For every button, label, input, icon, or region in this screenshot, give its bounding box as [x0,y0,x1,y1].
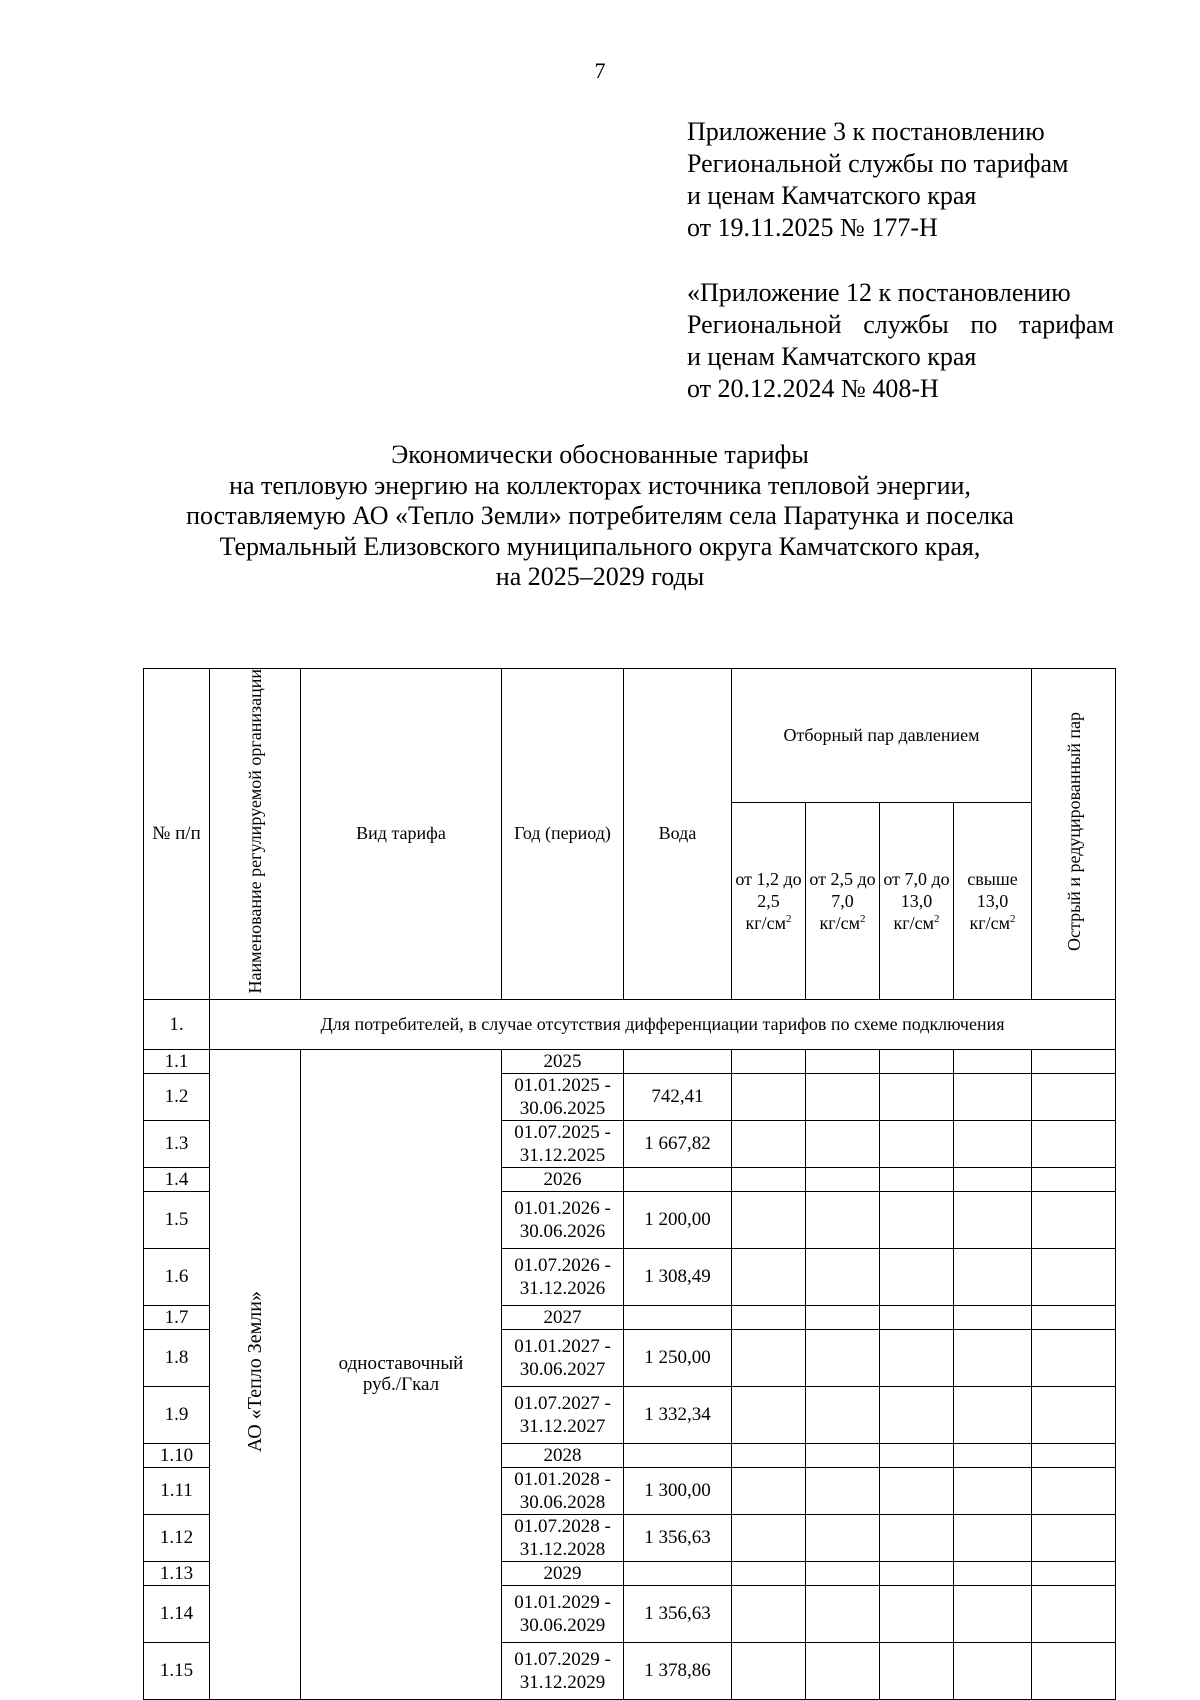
steam-tariff-cell [954,1305,1032,1329]
period-start: 01.01.2026 - [514,1197,611,1219]
period-end: 31.12.2027 [519,1415,606,1437]
sharp-steam-cell [1032,1443,1116,1467]
steam-tariff-cell [954,1049,1032,1073]
water-tariff-cell: 1 308,49 [624,1248,732,1305]
steam-tariff-cell [806,1585,880,1642]
sharp-steam-cell [1032,1585,1116,1642]
steam-tariff-cell [880,1443,954,1467]
period-start: 01.01.2025 - [514,1074,611,1096]
steam-tariff-cell [806,1073,880,1120]
table-row [144,1049,1116,1073]
steam-tariff-cell [806,1305,880,1329]
steam-tariff-cell [954,1191,1032,1248]
sharp-steam-cell [1032,1386,1116,1443]
appendix-line: «Приложение 12 к постановлению [687,278,1071,307]
water-tariff-cell [624,1305,732,1329]
row-num: 1.8 [144,1329,210,1386]
steam-tariff-cell [954,1585,1032,1642]
period-start: 01.01.2029 - [514,1591,611,1613]
period-cell [502,1248,624,1305]
steam-tariff-cell [880,1073,954,1120]
title-line: на 2025–2029 годы [495,562,705,591]
period-start: 2025 [543,1050,582,1072]
steam-tariff-cell [880,1248,954,1305]
steam-tariff-cell [954,1467,1032,1514]
sharp-steam-cell [1032,1073,1116,1120]
steam-tariff-cell [732,1329,806,1386]
period-cell [502,1642,624,1699]
title-line: Экономически обоснованные тарифы [391,440,809,469]
appendix-line: и ценам Камчатского края [687,181,977,210]
tariff-type-cell [301,1049,502,1699]
row-num: 1.9 [144,1386,210,1443]
steam-tariff-cell [806,1514,880,1561]
sharp-steam-cell [1032,1191,1116,1248]
sharp-steam-cell [1032,1120,1116,1167]
period-start: 2026 [543,1168,582,1190]
header-org-name: Наименование регулируемой организации [210,669,301,1000]
steam-tariff-cell [880,1514,954,1561]
steam-tariff-cell [880,1167,954,1191]
steam-tariff-cell [732,1248,806,1305]
period-cell [502,1585,624,1642]
section-num: 1. [144,999,210,1049]
period-cell [502,1167,624,1191]
steam-tariff-cell [732,1443,806,1467]
steam-tariff-cell [806,1467,880,1514]
appendix-previous [687,277,1117,405]
period-start: 01.07.2029 - [514,1648,611,1670]
period-end: 30.06.2027 [519,1358,606,1380]
water-tariff-cell [624,1049,732,1073]
appendix-line: Региональной службы по тарифам [687,310,1114,339]
steam-tariff-cell [732,1167,806,1191]
row-num: 1.14 [144,1585,210,1642]
steam-tariff-cell [954,1386,1032,1443]
page-number: 7 [594,58,606,83]
header-pressure-1: от 1,2 до 2,5 $кг/см^2$ [732,802,806,999]
steam-tariff-cell [806,1167,880,1191]
water-tariff-cell: 1 378,86 [624,1642,732,1699]
header-pressure-4: свыше 13,0 $кг/см^2$ [954,802,1032,999]
sharp-steam-cell [1032,1514,1116,1561]
steam-tariff-cell [806,1120,880,1167]
period-cell [502,1514,624,1561]
steam-tariff-cell [732,1514,806,1561]
period-cell [502,1561,624,1585]
document-title [100,440,1100,593]
steam-tariff-cell [732,1120,806,1167]
steam-tariff-cell [880,1120,954,1167]
steam-tariff-cell [880,1049,954,1073]
period-start: 01.07.2028 - [514,1515,611,1537]
steam-tariff-cell [954,1248,1032,1305]
period-cell [502,1467,624,1514]
steam-tariff-cell [880,1329,954,1386]
steam-tariff-cell [806,1329,880,1386]
period-start: 01.01.2028 - [514,1468,611,1490]
sharp-steam-cell [1032,1561,1116,1585]
title-line: поставляемую АО «Тепло Земли» потребителям села Паратунка и поселка [186,501,1014,530]
row-num: 1.12 [144,1514,210,1561]
steam-tariff-cell [880,1561,954,1585]
steam-tariff-cell [732,1073,806,1120]
tariff-table [143,668,1116,1700]
tariff-type-line: руб./Гкал [362,1374,440,1396]
water-tariff-cell: 1 250,00 [624,1329,732,1386]
water-tariff-cell: 1 300,00 [624,1467,732,1514]
section-text: Для потребителей, в случае отсутствия дифференциации тарифов по схеме подключения [210,999,1116,1049]
period-end: 31.12.2026 [519,1277,606,1299]
header-tariff-type: Вид тарифа [301,669,502,1000]
period-start: 01.07.2027 - [514,1392,611,1414]
sharp-steam-cell [1032,1167,1116,1191]
header-pressure-2: от 2,5 до 7,0 $кг/см^2$ [806,802,880,999]
steam-tariff-cell [954,1443,1032,1467]
row-num: 1.6 [144,1248,210,1305]
row-num: 1.3 [144,1120,210,1167]
steam-tariff-cell [954,1329,1032,1386]
row-num: 1.4 [144,1167,210,1191]
period-end: 31.12.2029 [519,1671,606,1693]
period-end: 30.06.2026 [519,1220,606,1242]
steam-tariff-cell [732,1305,806,1329]
header-pressure-3: от 7,0 до 13,0 $кг/см^2$ [880,802,954,999]
row-num: 1.13 [144,1561,210,1585]
steam-tariff-cell [732,1642,806,1699]
steam-tariff-cell [880,1305,954,1329]
steam-tariff-cell [732,1467,806,1514]
row-num: 1.2 [144,1073,210,1120]
period-cell [502,1305,624,1329]
header-row [144,669,1116,803]
steam-tariff-cell [732,1585,806,1642]
sharp-steam-cell [1032,1248,1116,1305]
period-end: 30.06.2029 [519,1614,606,1636]
steam-tariff-cell [880,1642,954,1699]
steam-tariff-cell [806,1642,880,1699]
period-cell [502,1443,624,1467]
water-tariff-cell [624,1167,732,1191]
period-start: 01.07.2026 - [514,1254,611,1276]
steam-tariff-cell [954,1514,1032,1561]
period-end: 30.06.2028 [519,1491,606,1513]
steam-tariff-cell [954,1167,1032,1191]
row-num: 1.15 [144,1642,210,1699]
period-cell [502,1386,624,1443]
row-num: 1.11 [144,1467,210,1514]
steam-tariff-cell [806,1561,880,1585]
period-cell [502,1120,624,1167]
steam-tariff-cell [732,1561,806,1585]
steam-tariff-cell [954,1561,1032,1585]
period-start: 01.01.2027 - [514,1335,611,1357]
sharp-steam-cell [1032,1305,1116,1329]
header-water: Вода [624,669,732,1000]
row-num: 1.5 [144,1191,210,1248]
period-start: 01.07.2025 - [514,1121,611,1143]
period-cell [502,1191,624,1248]
steam-tariff-cell [806,1191,880,1248]
title-line: Термальный Елизовского муниципального округа Камчатского края, [219,531,981,561]
steam-tariff-cell [954,1073,1032,1120]
organization-name: АО «Тепло Земли» [243,1290,266,1453]
water-tariff-cell: 1 200,00 [624,1191,732,1248]
appendix-line: от 19.11.2025 № 177-Н [687,213,938,242]
appendix-line: и ценам Камчатского края [687,342,977,371]
steam-tariff-cell [954,1120,1032,1167]
steam-tariff-cell [880,1386,954,1443]
appendix-line: Приложение 3 к постановлению [687,117,1045,146]
appendix-line: от 20.12.2024 № 408-Н [687,374,939,403]
appendix-line: Региональной службы по тарифам [687,149,1069,178]
period-end: 31.12.2025 [519,1144,606,1166]
row-num: 1.1 [144,1049,210,1073]
row-num: 1.7 [144,1305,210,1329]
header-selected-steam: Отборный пар давлением [732,669,1032,803]
period-start: 2027 [543,1306,582,1328]
water-tariff-cell: 1 356,63 [624,1585,732,1642]
steam-tariff-cell [880,1191,954,1248]
row-num: 1.10 [144,1443,210,1467]
water-tariff-cell [624,1443,732,1467]
water-tariff-cell: 1 332,34 [624,1386,732,1443]
period-start: 2029 [543,1562,582,1584]
period-end: 31.12.2028 [519,1538,606,1560]
steam-tariff-cell [732,1049,806,1073]
header-year: Год (период) [502,669,624,1000]
period-cell [502,1329,624,1386]
organization-cell [210,1049,301,1699]
steam-tariff-cell [954,1642,1032,1699]
sharp-steam-cell [1032,1329,1116,1386]
steam-tariff-cell [732,1191,806,1248]
steam-tariff-cell [880,1585,954,1642]
steam-tariff-cell [806,1386,880,1443]
header-num: № п/п [144,669,210,1000]
sharp-steam-cell [1032,1642,1116,1699]
steam-tariff-cell [806,1443,880,1467]
water-tariff-cell: 1 667,82 [624,1120,732,1167]
water-tariff-cell: 1 356,63 [624,1514,732,1561]
period-cell [502,1073,624,1120]
steam-tariff-cell [732,1386,806,1443]
steam-tariff-cell [806,1049,880,1073]
section-row [144,999,1116,1049]
sharp-steam-cell [1032,1049,1116,1073]
steam-tariff-cell [880,1467,954,1514]
period-cell [502,1049,624,1073]
steam-tariff-cell [806,1248,880,1305]
water-tariff-cell: 742,41 [624,1073,732,1120]
tariff-type-line: одноставочный [338,1353,464,1375]
title-line: на тепловую энергию на коллекторах источника тепловой энергии, [229,470,971,500]
sharp-steam-cell [1032,1467,1116,1514]
header-sharp-steam: Острый и редуцированный пар [1032,669,1116,1000]
period-end: 30.06.2025 [519,1097,606,1119]
period-start: 2028 [543,1444,582,1466]
water-tariff-cell [624,1561,732,1585]
appendix-current [687,116,1117,244]
